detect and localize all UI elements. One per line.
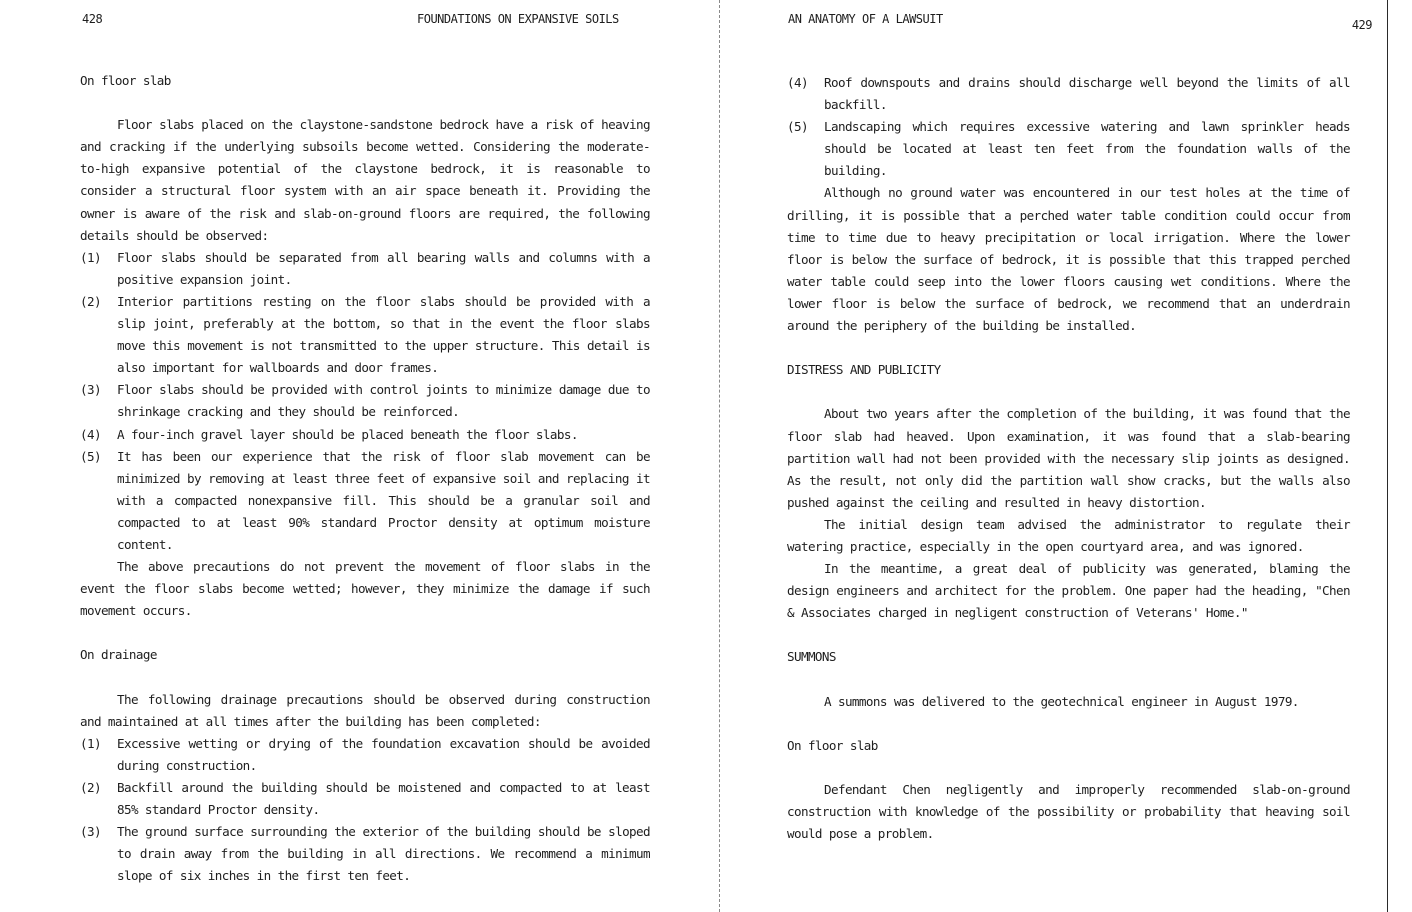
list-item [80,379,650,423]
item-number: (1) [80,249,101,265]
left-page-number: 428 [82,12,103,26]
list-item [80,247,650,291]
list-item [80,777,650,821]
right-running-head: AN ANATOMY OF A LAWSUIT [788,12,943,26]
item-number: (5) [80,448,101,464]
item-number: (3) [80,824,101,840]
item-number: (4) [80,426,101,442]
item-number: (5) [787,119,808,135]
right-page [787,0,1372,912]
item-text: A four-inch gravel layer should be placed beneath the floor slabs. [117,426,578,442]
list-item [787,116,1350,182]
item-text: Floor slabs should be separated from all bearing walls and columns with a positive expansion joint. [117,249,650,287]
item-number: (3) [80,382,101,398]
item-text: Interior partitions resting on the floor slabs should be provided with a slip joint, preferably at the bottom, so that in the event the floor slabs move this movement is not transmitted to the upper structure. This detail is also important for wallboards and door frames. [117,293,650,376]
section-heading-drainage: On drainage [80,647,157,663]
item-number: (4) [787,75,808,90]
right-page-body [787,72,1350,845]
right-page-header [787,12,1372,32]
list-item [787,72,1350,116]
section-heading-distress: DISTRESS AND PUBLICITY [787,362,941,378]
section-heading-on-floor-slab: On floor slab [787,737,878,753]
summons-paragraph: A summons was delivered to the geotechnical engineer in August 1979. [824,693,1299,709]
item-text: It has been our experience that the risk of floor slab movement can be minimized by removing at least three feet of expansive soil and replacing it with a compacted nonexpansive fill. This should be a granular soil and compacted to at least 90% standard Proctor density at optimum moisture content. [117,448,650,552]
item-text: Roof downspouts and drains should discharge well beyond the limits of all backfill. [824,75,1350,113]
page-edge [1387,0,1388,912]
distress-paragraph: About two years after the completion of the building, it was found that the floor slab had heaved. Upon examination, it was found that a slab-bearing partition wall had not been provided with the necessary slip joints as designed. As the result, not only did the partition wall show cracks, but the walls also pushed against the ceiling and resulted in heavy distortion. [787,406,1350,510]
list-item [80,821,650,887]
groundwater-paragraph: Although no ground water was encountered in our test holes at the time of drilling, it is possible that a perched water table condition could occur from time to time due to heavy precipitation or local irrigation. Where the lower floor is below the surface of bedrock, it is possible that this trapped perched water table could seep into the lower floors causing wet conditions. Where the lower floor is below the surface of bedrock, we recommend that an underdrain around the periphery of the building be installed. [787,185,1350,334]
left-running-head: FOUNDATIONS ON EXPANSIVE SOILS [417,12,619,26]
section-heading-summons: SUMMONS [787,649,836,665]
right-page-number: 429 [1351,18,1372,32]
book-spine [719,0,720,912]
item-text: The ground surface surrounding the exterior of the building should be sloped to drain away from the building in all directions. We recommend a minimum slope of six inches in the first ten feet. [117,824,650,884]
list-item [80,733,650,777]
left-page-header [80,12,650,30]
floor-slab-claim-paragraph: Defendant Chen negligently and improperly recommended slab-on-ground construction with knowledge of the possibility or probability that heaving soil would pose a problem. [787,782,1350,842]
item-text: Backfill around the building should be moistened and compacted to at least 85% standard Proctor density. [117,780,650,818]
left-page [80,0,650,912]
list-item [80,291,650,379]
item-text: Excessive wetting or drying of the foundation excavation should be avoided during construction. [117,735,650,773]
floor-slab-closing-paragraph: The above precautions do not prevent the movement of floor slabs in the event the floor slabs become wetted; however, they minimize the damage if such movement occurs. [80,559,650,619]
list-item [80,424,650,446]
list-item [80,446,650,556]
distress-paragraph: In the meantime, a great deal of publicity was generated, blaming the design engineers and architect for the problem. One paper had the heading, "Chen & Associates charged in negligent construction of Veterans' Home." [787,561,1350,621]
item-number: (1) [80,735,101,751]
left-page-body [80,70,650,887]
distress-paragraph: The initial design team advised the administrator to regulate their watering practice, especially in the open courtyard area, and was ignored. [787,516,1350,554]
drainage-paragraph: The following drainage precautions should be observed during construction and maintained at all times after the building has been completed: [80,691,650,729]
item-number: (2) [80,293,101,309]
floor-slab-paragraph: Floor slabs placed on the claystone-sandstone bedrock have a risk of heaving and cracking if the underlying subsoils become wetted. Considering the moderate-to-high expansive potential of the claystone bedrock, it is reasonable to consider a structural floor system with an air space beneath it. Providing the owner is aware of the risk and slab-on-ground floors are required, the following details should be observed: [80,117,650,243]
item-text: Floor slabs should be provided with control joints to minimize damage due to shrinkage cracking and they should be reinforced. [117,382,650,420]
section-heading-floor-slab: On floor slab [80,73,171,88]
item-text: Landscaping which requires excessive watering and lawn sprinkler heads should be located at least ten feet from the foundation walls of the building. [824,119,1350,179]
item-number: (2) [80,780,101,795]
